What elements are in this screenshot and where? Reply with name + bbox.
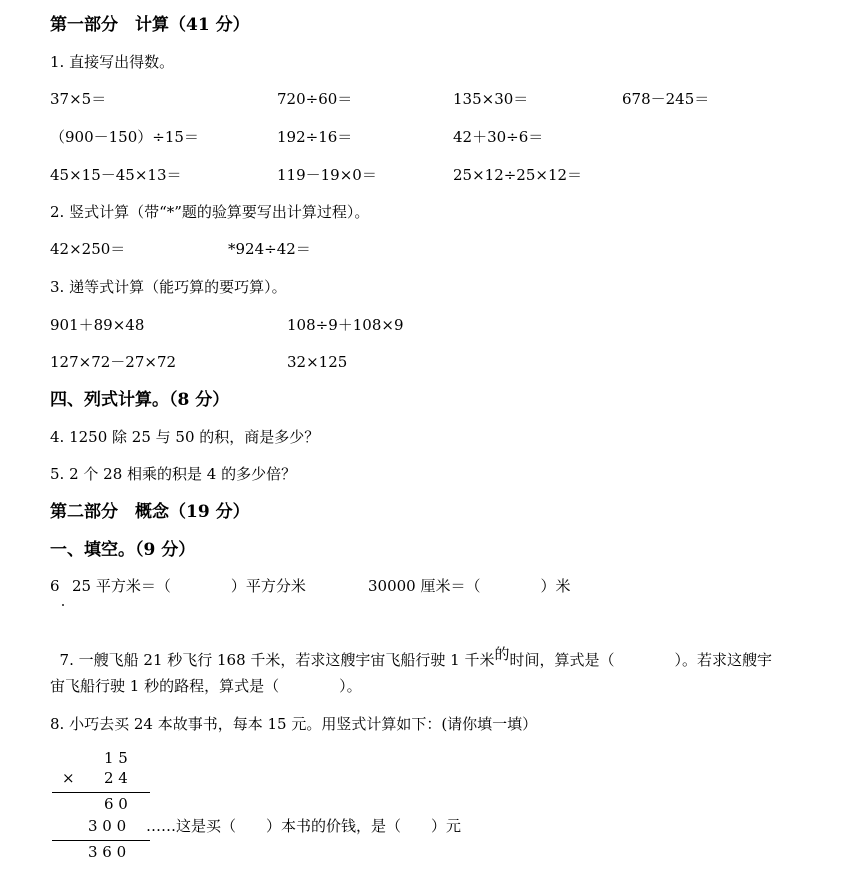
vertical-rule-1 [52, 792, 150, 793]
q1-item: 25×12÷25×12＝ [453, 166, 583, 184]
q5-text: 5. 2 个 28 相乘的积是 4 的多少倍？ [50, 465, 297, 483]
vertical-multiplier: 2 4 [104, 769, 128, 787]
q1-item: 45×15－45×13＝ [50, 166, 182, 184]
q3-item: 901＋89×48 [50, 316, 145, 334]
vertical-partial-2: 3 0 0 [88, 817, 127, 835]
vertical-total: 3 6 0 [88, 843, 127, 861]
fill-heading: 一、填空。（9 分） [50, 540, 196, 560]
vertical-note: ……这是买（ ）本书的价钱，是（ ）元 [146, 817, 462, 835]
q6-part-b: 30000 厘米＝（ ）米 [368, 577, 571, 595]
q7-line1-sup: 的 [494, 645, 510, 663]
q3-item: 127×72－27×72 [50, 353, 177, 371]
q1-item: 192÷16＝ [277, 128, 353, 146]
q1-item: 37×5＝ [50, 90, 107, 108]
q7-line1 [50, 638, 772, 668]
q1-item: 720÷60＝ [277, 90, 353, 108]
part2-heading: 第二部分 概念（19 分） [50, 502, 250, 522]
q1-title: 1. 直接写出得数。 [50, 53, 175, 71]
q6-part-a: 25 平方米＝（ ）平方分米 [72, 577, 306, 595]
q2-title: 2. 竖式计算（带“*”题的验算要写出计算过程）。 [50, 203, 370, 221]
q3-item: 108÷9＋108×9 [287, 316, 404, 334]
q8-text: 8. 小巧去买 24 本故事书，每本 15 元。用竖式计算如下：(请你填一填） [50, 715, 538, 733]
q3-title: 3. 递等式计算（能巧算的要巧算）。 [50, 278, 287, 296]
q7-line2: 宙飞船行驶 1 秒的路程，算式是（ ）。 [50, 677, 362, 695]
vertical-partial-1: 6 0 [104, 795, 128, 813]
q6-number: 6 [50, 577, 60, 595]
q7-line1-post: 时间，算式是（ ）。若求这艘宇 [509, 651, 773, 669]
q1-item: 135×30＝ [453, 90, 529, 108]
q4-text: 4. 1250 除 25 与 50 的积，商是多少？ [50, 428, 320, 446]
q1-item: 119－19×0＝ [277, 166, 377, 184]
q1-item: 678－245＝ [622, 90, 710, 108]
vertical-top-number: 1 5 [104, 749, 128, 767]
q2-item: *924÷42＝ [228, 240, 311, 258]
vertical-operator: × [62, 769, 75, 787]
part4-heading: 四、列式计算。（8 分） [50, 390, 230, 410]
vertical-rule-2 [52, 840, 150, 841]
q2-item: 42×250＝ [50, 240, 126, 258]
stray-dot [62, 604, 64, 606]
part1-heading: 第一部分 计算（41 分） [50, 15, 250, 35]
q3-item: 32×125 [287, 353, 348, 371]
q1-item: 42＋30÷6＝ [453, 128, 544, 146]
q7-line1-pre: 7. 一艘飞船 21 秒飞行 168 千米，若求这艘宇宙飞船行驶 1 千米 [59, 651, 495, 669]
q1-item: （900－150）÷15＝ [50, 128, 199, 146]
